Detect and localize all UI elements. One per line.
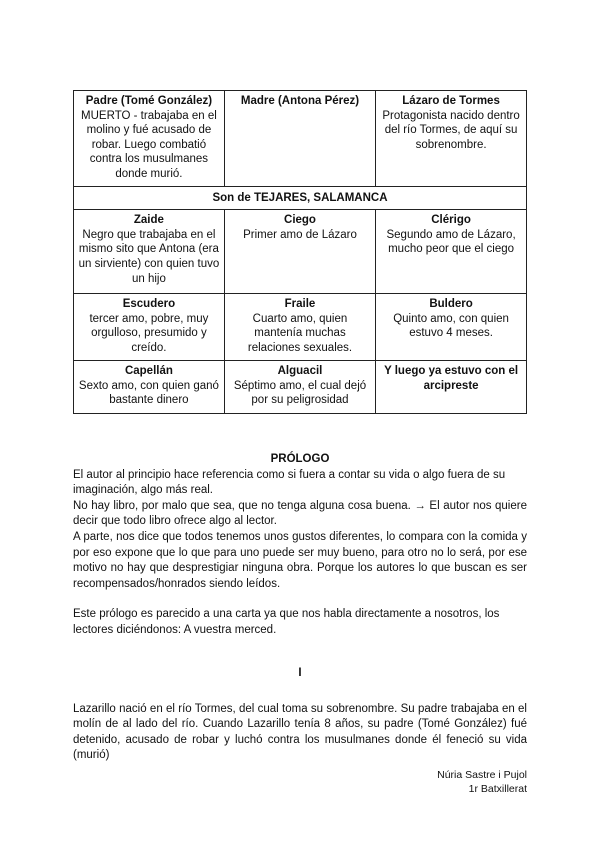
cell-description: Cuarto amo, quien mantenía muchas relaciones sexuales.: [247, 312, 353, 354]
cell-title: Clérigo: [431, 214, 471, 227]
table-row: [74, 361, 527, 414]
prologue-paragraph: A parte, nos dice que todos tenemos unos gustos diferentes, lo compara con la comida y por eso expone que lo que para uno puede ser muy bueno, para otro no lo será, por ese motivo no hay que desprestigiar ninguna obra. Porque los autores lo que buscan es ser recompensados/honrados siendo leídos.: [73, 530, 527, 590]
cell-title: Ciego: [284, 214, 316, 227]
cell-title: Lázaro de Tormes: [402, 95, 500, 107]
table-cell: [74, 210, 225, 294]
table-cell: [376, 361, 527, 414]
table-row: [74, 186, 527, 210]
table-cell: [224, 91, 375, 187]
table-cell: [376, 294, 527, 361]
cell-title: Zaide: [133, 214, 164, 227]
table-cell: [74, 91, 225, 187]
cell-description: Séptimo amo, el cual dejó por su peligrosidad: [233, 379, 367, 407]
cell-description: tercer amo, pobre, muy orgulloso, presumido y creído.: [89, 312, 209, 354]
cell-description: Primer amo de Lázaro: [243, 228, 357, 241]
cell-title: Escudero: [122, 298, 176, 311]
cell-description: Protagonista nacido dentro del río Tormes, de aquí su sobrenombre.: [382, 109, 520, 151]
chapter-paragraph: Lazarillo nació en el río Tormes, del cual toma su sobrenombre. Su padre trabajaba en el molín de al lado del río. Cuando Lazarillo tenía 8 años, su padre (Tomé González) fué detenido, acusado de robar y luchó contra los musulmanes donde él feneció su vida (murió): [73, 702, 527, 762]
table-cell: [224, 361, 375, 414]
cell-description: Sexto amo, con quien ganó bastante dinero: [78, 379, 219, 407]
table-row: [74, 210, 527, 294]
origin-cell: Son de TEJARES, SALAMANCA: [74, 186, 527, 210]
cell-description: Negro que trabajaba en el mismo sito que Antona (era un sirviente) con quien tuvo un hijo: [78, 228, 220, 285]
prologue-title: PRÓLOGO: [270, 453, 330, 465]
cell-title: Capellán: [124, 365, 173, 378]
author-name: Núria Sastre i Pujol: [437, 769, 527, 781]
prologue-paragraph: Este prólogo es parecido a una carta ya que nos habla directamente a nosotros, los lectores diciéndonos: A vuestra merced.: [73, 608, 500, 636]
cell-title: Fraile: [284, 298, 316, 311]
prologue-section: [73, 452, 527, 639]
signature: [437, 768, 527, 796]
chapter-section: [73, 666, 527, 764]
table-cell: [224, 294, 375, 361]
table-cell: [74, 294, 225, 361]
table-row: [74, 91, 527, 187]
cell-title: Y luego ya estuvo con el arcipreste: [384, 365, 519, 392]
cell-title: Alguacil: [277, 365, 323, 378]
cell-description: Quinto amo, con quien estuvo 4 meses.: [393, 312, 509, 340]
prologue-paragraph: No hay libro, por malo que sea, que no tenga alguna cosa buena. → El autor nos quiere decir que todo libro ofrece algo al lector.: [73, 499, 527, 528]
table-cell: [376, 210, 527, 294]
prologue-paragraph: El autor al principio hace referencia como si fuera a contar su vida o algo fuera de su imaginación, algo más real.: [73, 468, 506, 497]
characters-table: [73, 90, 527, 414]
cell-title: Buldero: [429, 298, 473, 311]
table-cell: [74, 361, 225, 414]
table-row: [74, 294, 527, 361]
cell-description: MUERTO - trabajaba en el molino y fué acusado de robar. Luego combatió contra los musulmanes donde murió.: [81, 109, 217, 180]
table-cell: [376, 91, 527, 187]
cell-title: Padre (Tomé González): [85, 95, 213, 107]
cell-description: Segundo amo de Lázaro, mucho peor que el ciego: [386, 228, 516, 256]
chapter-title: I: [298, 667, 302, 679]
cell-title: Madre (Antona Pérez): [240, 95, 360, 107]
table-cell: [224, 210, 375, 294]
course-name: 1r Batxillerat: [468, 783, 527, 795]
